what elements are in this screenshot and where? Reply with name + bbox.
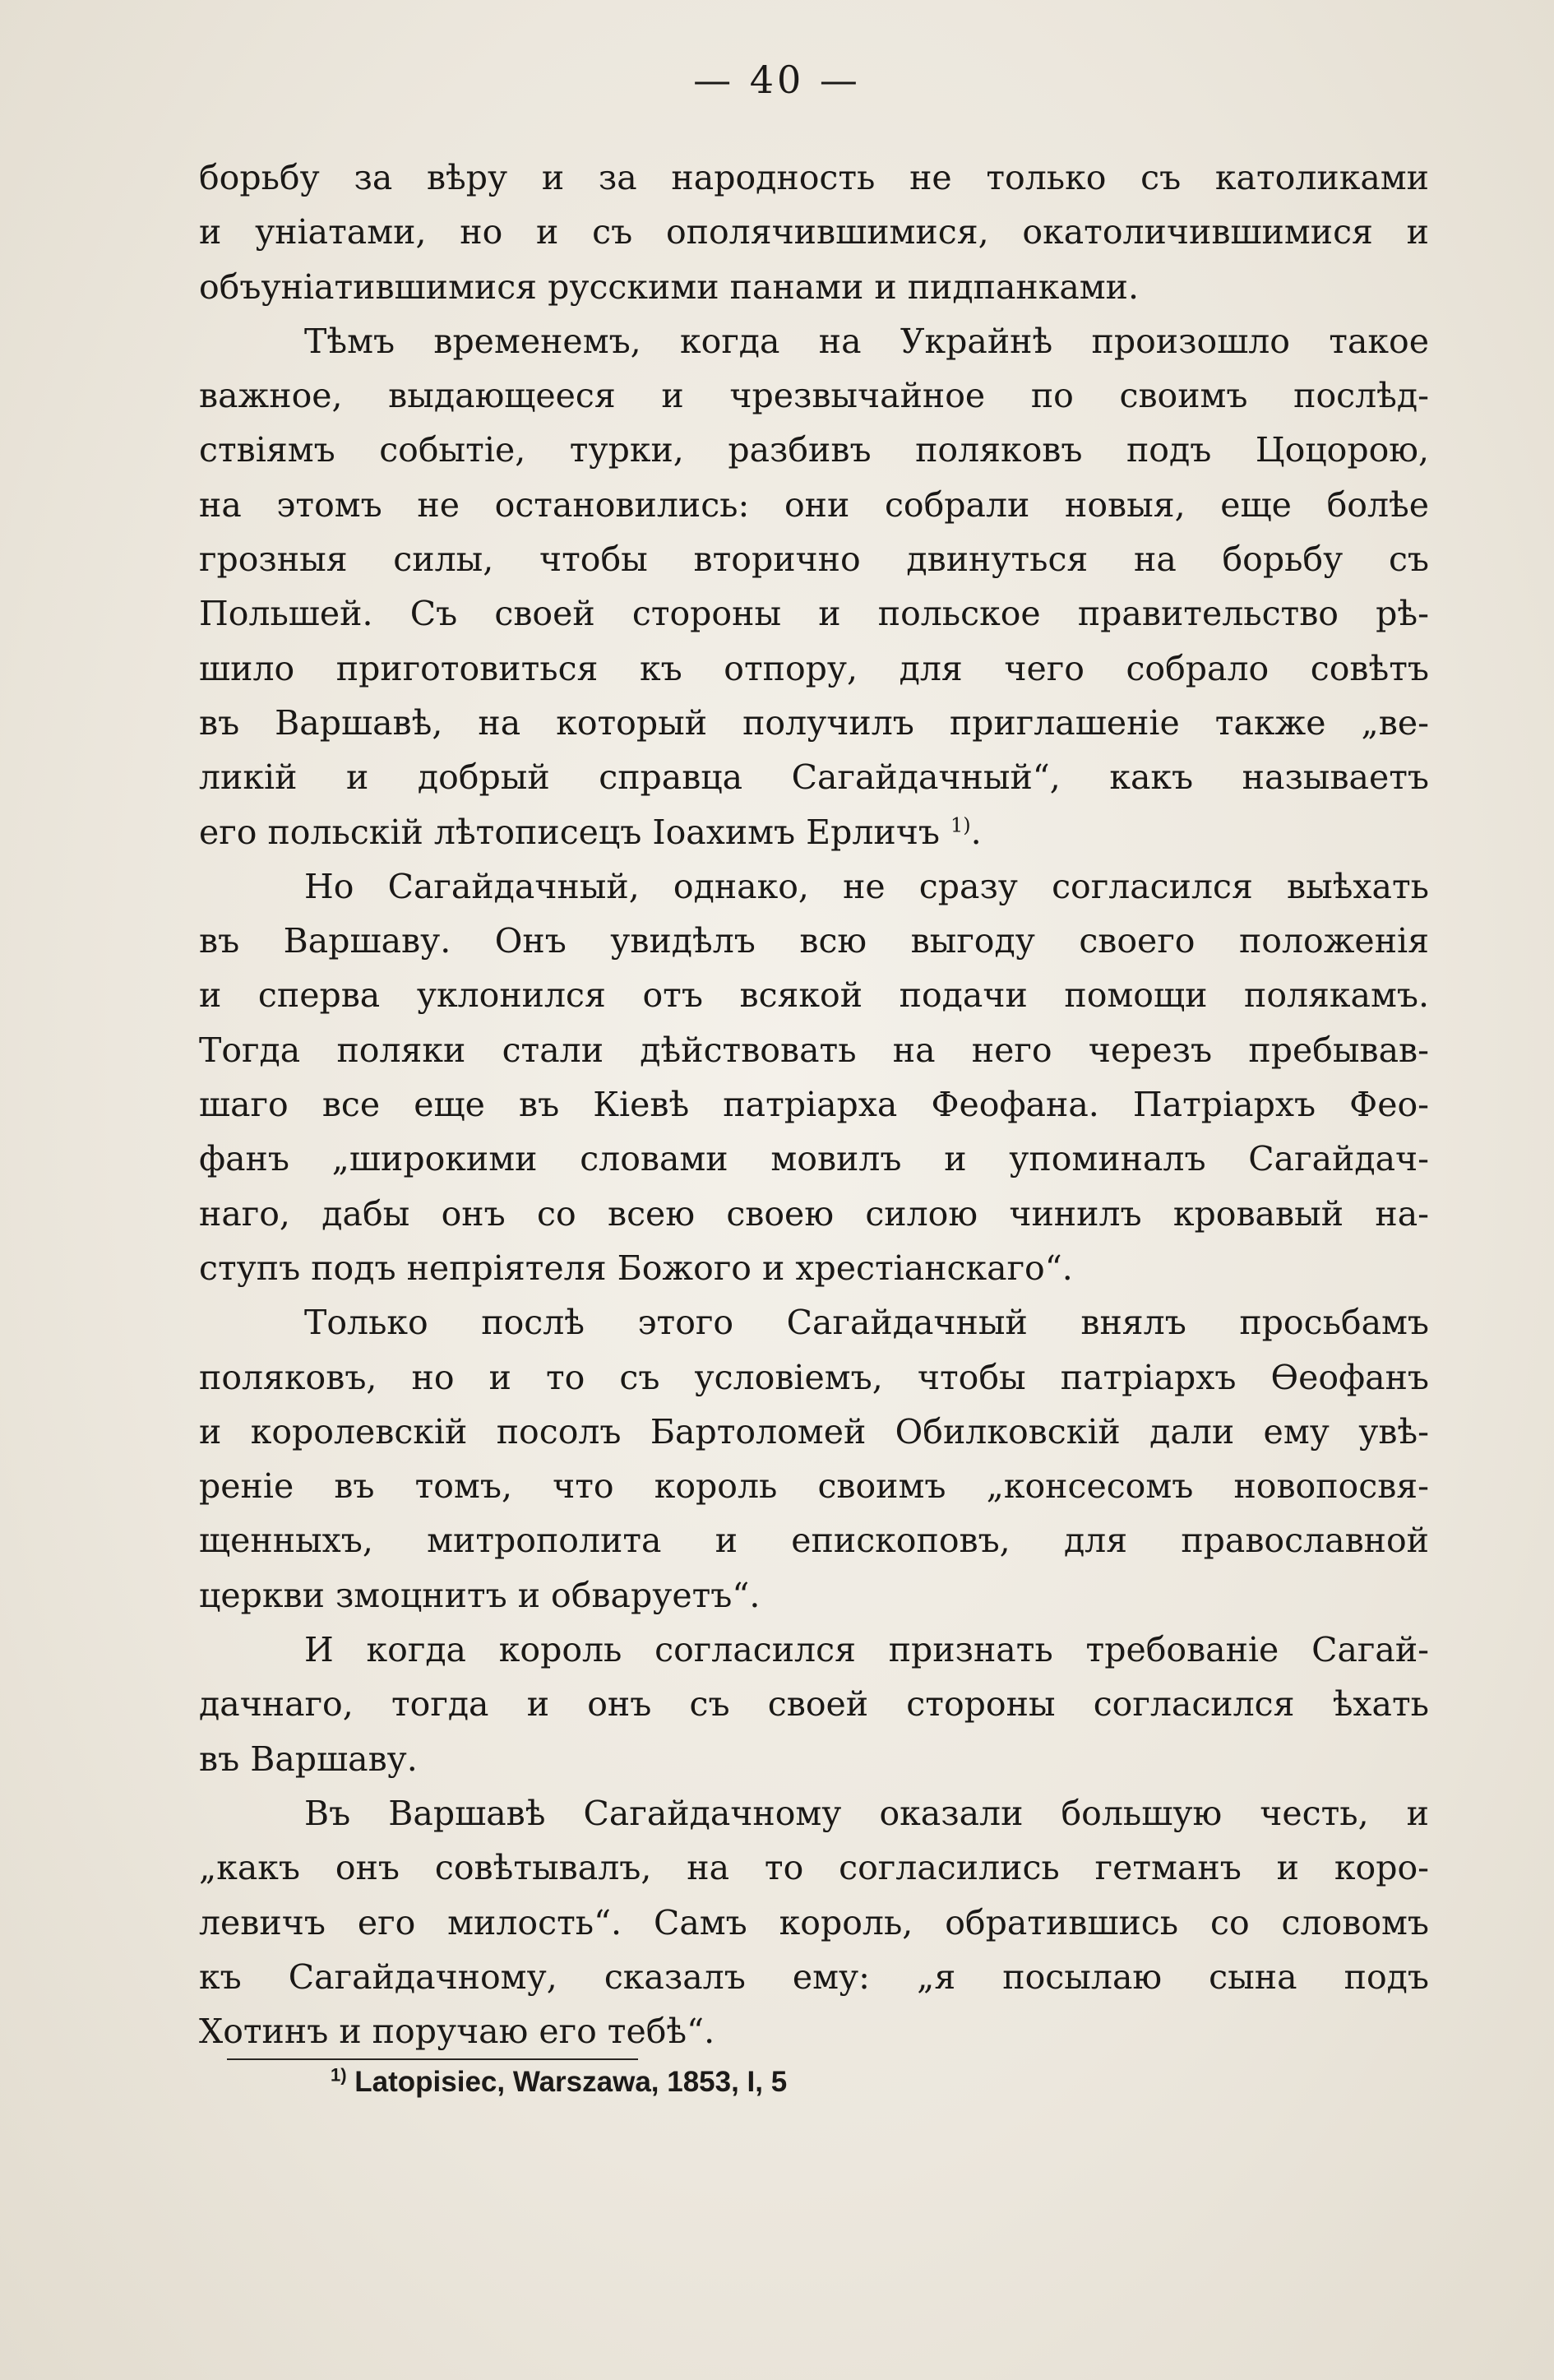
body-text [199, 150, 1429, 2058]
text-line-with-footnote [199, 805, 1429, 859]
page-number: — 40 — [693, 58, 861, 102]
text-line: ликій и добрый справца Сагайдачный“, какъ называетъ [199, 757, 1429, 798]
text-line: И когда король согласился признать требованіе Сагай- [304, 1630, 1429, 1670]
footnote [331, 2066, 787, 2099]
text-line: въ Варшаву. [199, 1739, 418, 1779]
text-line: Тогда поляки стали дѣйствовать на него черезъ пребывав- [199, 1030, 1429, 1070]
text-line: и королевскій посолъ Бартоломей Обилковскій дали ему увѣ- [199, 1411, 1429, 1452]
text-line: реніе въ томъ, что король своимъ „консесомъ новопосвя- [199, 1466, 1429, 1507]
footnote-text: Latopisiec, Warszawa, 1853, I, 5 [346, 2066, 788, 2098]
text-line: Въ Варшавѣ Сагайдачному оказали большую честь, и [304, 1793, 1429, 1833]
text-line: Но Сагайдачный, однако, не сразу согласился выѣхать [304, 866, 1429, 906]
text-line: и сперва уклонился отъ всякой подачи помощи полякамъ. [199, 975, 1429, 1016]
text-line: Хотинъ и поручаю его тебѣ“. [199, 2012, 715, 2052]
text-line: борьбу за вѣру и за народность не только съ католиками [199, 158, 1429, 197]
text-line: на этомъ не остановились: они собрали новыя, еще болѣе [199, 484, 1429, 525]
text-line: въ Варшаву. Онъ увидѣлъ всю выгоду своего положенія [199, 921, 1429, 961]
text-line: фанъ „широкими словами мовилъ и упоминалъ Сагайдач- [199, 1139, 1429, 1179]
text-line: въ Варшавѣ, на который получилъ приглашеніе также „ве- [199, 702, 1429, 743]
text-line: церкви змоцнитъ и обваруетъ“. [199, 1575, 761, 1615]
text-line: наго, дабы онъ со всею своею силою чинилъ кровавый на- [199, 1193, 1429, 1234]
footnote-reference: 1) [950, 813, 971, 836]
footnote-divider [227, 2058, 638, 2060]
text-line: Только послѣ этого Сагайдачный внялъ просьбамъ [304, 1303, 1429, 1343]
text-line: къ Сагайдачному, сказалъ ему: „я посылаю сына подъ [199, 1956, 1429, 1997]
text-line: шаго все еще въ Кіевѣ патріарха Феофана. Патріархъ Фео- [199, 1085, 1429, 1125]
text-line: объуніатившимися русскими панами и пидпанками. [199, 266, 1140, 307]
text-line: щенныхъ, митрополита и епископовъ, для православной [199, 1521, 1429, 1561]
text-line: и уніатами, но и съ ополячившимися, окатоличившимися и [199, 212, 1429, 252]
text-line: Тѣмъ временемъ, когда на Украйнѣ произошло такое [304, 321, 1429, 361]
text-line: грозныя силы, чтобы вторично двинуться на борьбу съ [199, 539, 1429, 580]
text-line: Польшей. Съ своей стороны и польское правительство рѣ- [199, 594, 1429, 634]
text-line-body: его польскій лѣтописецъ Іоахимъ Ерличъ [199, 812, 940, 852]
footnote-reference-tail: . [970, 812, 982, 852]
text-line: ступъ подъ непріятеля Божого и хрестіанскаго“. [199, 1248, 1073, 1288]
text-line: поляковъ, но и то съ условіемъ, чтобы патріархъ Ѳеофанъ [199, 1357, 1429, 1397]
text-line: „какъ онъ совѣтывалъ, на то согласились гетманъ и коро- [199, 1848, 1429, 1888]
text-line: шило приготовиться къ отпору, для чего собрало совѣтъ [199, 648, 1429, 688]
text-line: дачнаго, тогда и онъ съ своей стороны согласился ѣхать [199, 1684, 1429, 1725]
text-line: важное, выдающееся и чрезвычайное по своимъ послѣд- [199, 376, 1429, 416]
footnote-marker: 1) [331, 2064, 347, 2086]
text-line: ствіямъ событіе, турки, разбивъ поляковъ подъ Цоцорою, [199, 430, 1429, 470]
text-line: левичъ его милость“. Самъ король, обратившись со словомъ [199, 1902, 1429, 1942]
